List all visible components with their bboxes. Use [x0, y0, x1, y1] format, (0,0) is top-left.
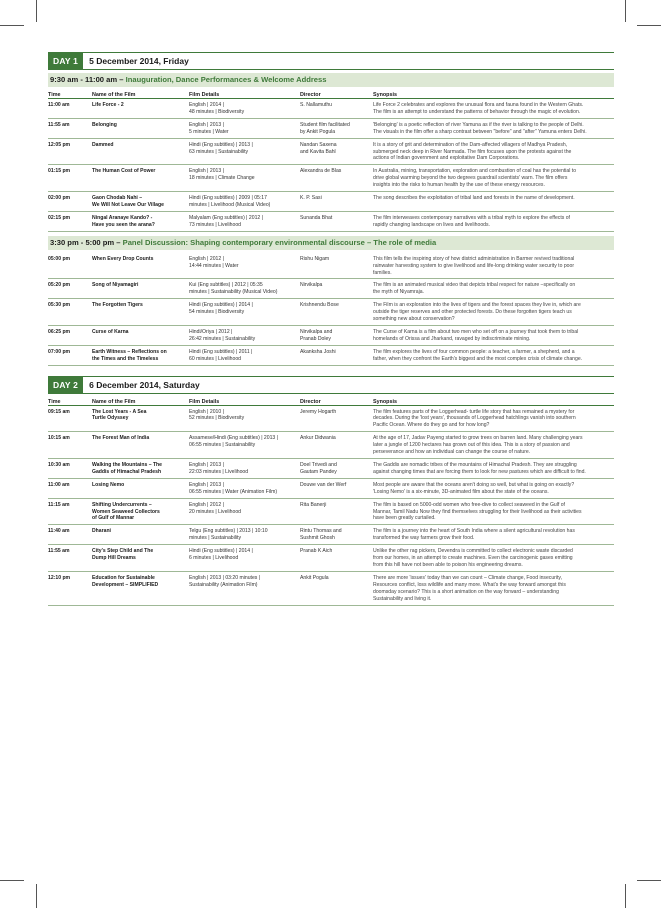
film-synopsis-line: drive global warming beyond the two degrees guardrail scientists' warn. The film offers [373, 175, 568, 182]
film-director-line: and Kavita Bahl [300, 148, 336, 155]
film-synopsis [373, 459, 614, 479]
table-row [48, 99, 614, 119]
film-name [92, 459, 189, 479]
day2-header [48, 376, 614, 394]
film-synopsis [373, 525, 614, 545]
film-name-line: Walking the Mountains – The [92, 462, 162, 468]
day1-date: 5 December 2014, Friday [89, 56, 189, 66]
film-name [92, 571, 189, 605]
col-director: Director [300, 394, 373, 406]
film-details [189, 545, 300, 572]
table-row [48, 478, 614, 498]
film-synopsis [373, 299, 614, 326]
film-name-line: The Human Cost of Power [92, 168, 156, 175]
table-row [48, 498, 614, 525]
film-time: 07:00 pm [48, 345, 92, 365]
table-row [48, 525, 614, 545]
film-synopsis-line: from this hill have not been able to poison his engineering dreams. [373, 561, 523, 568]
table-row [48, 571, 614, 605]
film-details [189, 325, 300, 345]
session-time: 3:30 pm - 5:00 pm [50, 237, 115, 247]
film-synopsis [373, 211, 614, 231]
film-time: 02:00 pm [48, 192, 92, 212]
film-name [92, 525, 189, 545]
session-title: Inauguration, Dance Performances & Welcome Address [125, 75, 327, 84]
film-details-line: minutes | Sustainability [189, 535, 242, 542]
film-synopsis-line: insights into the risks to human health by the use of these energy resources. [373, 182, 545, 189]
film-details-line: Hindi/Oriya | 2012 | [189, 328, 233, 335]
film-details-line: English | 2010 | [189, 408, 224, 415]
film-details [189, 432, 300, 459]
film-synopsis [373, 405, 614, 432]
film-director-line: Pranab Doley [300, 335, 331, 342]
session-title: Panel Discussion: Shaping contemporary environmental discourse – The role of media [122, 237, 437, 247]
film-time: 09:15 am [48, 405, 92, 432]
table-row [48, 405, 614, 432]
film-synopsis-line: The film is an attempt to understand the patterns of behavior through the magic of evolution. [373, 108, 581, 115]
film-details-line: minutes | Sustainability (Musical Video) [189, 289, 278, 296]
film-synopsis [373, 478, 614, 498]
film-time: 11:00 am [48, 478, 92, 498]
film-details [189, 498, 300, 525]
film-director [300, 545, 373, 572]
schedule-page [48, 52, 614, 606]
film-details-line: English | 2013 | 03:20 minutes | [189, 574, 261, 581]
film-synopsis-line: The Film is an exploration into the lives of tigers and the forest spaces they live in, which are [373, 302, 581, 309]
film-details [189, 478, 300, 498]
film-synopsis-line: against changing times that are forcing them to look for new pastures which are difficult to find. [373, 468, 586, 475]
film-details-line: Hindi (Eng subtitles) | 2013 | [189, 141, 253, 148]
film-name [92, 192, 189, 212]
film-details-line: English | 2013 | [189, 121, 224, 128]
film-name-line: Song of Niyamagiri [92, 282, 139, 289]
col-time: Time [48, 394, 92, 406]
film-director-line: Krishnendu Bose [300, 302, 339, 309]
film-name-line: Gaon Chodab Nahi – [92, 195, 143, 202]
film-director-line: Ankit Pogula [300, 574, 329, 581]
film-details [189, 571, 300, 605]
film-synopsis-line: Pacific Ocean. Where do they go and for how long? [373, 422, 490, 429]
film-director-line: Alexandra de Blas [300, 168, 342, 175]
crop-mark [36, 884, 37, 908]
table-row [48, 345, 614, 365]
film-director [300, 299, 373, 326]
film-name-line: Have you seen the arana? [92, 221, 155, 228]
table-row [48, 253, 614, 279]
table-row [48, 459, 614, 479]
film-details-line: 63 minutes | Sustainability [189, 148, 249, 155]
film-details-line: 06:55 minutes | Water (Animation Film) [189, 488, 278, 495]
film-details-line: 26:42 minutes | Sustainability [189, 335, 256, 342]
film-name-line: Earth Witness – Reflections on [92, 348, 167, 355]
film-director-line: Pranab K Aich [300, 548, 333, 555]
film-name [92, 118, 189, 138]
film-synopsis-line: The film explores the lives of four common people: a teacher, a farmer, a shepherd, and a [373, 348, 575, 355]
film-director [300, 459, 373, 479]
film-details-line: English | 2013 | [189, 168, 224, 175]
film-synopsis-line: 'Losing Nemo' is a six-minute, 3D-animated film about the state of the oceans. [373, 488, 549, 495]
film-name-line: Shifting Undercurrents – [92, 501, 152, 508]
film-director [300, 138, 373, 165]
film-director-line: Student film facilitated [300, 121, 350, 128]
film-details [189, 211, 300, 231]
film-details-line: 60 minutes | Livelihood [189, 355, 242, 362]
film-name-line: Curse of Karna [92, 328, 129, 335]
film-name-line: Dharani [92, 528, 111, 535]
film-synopsis-line: The Curse of Karna is a film about two men who set off on a journey that took them to tribal [373, 328, 579, 335]
film-time: 11:40 am [48, 525, 92, 545]
crop-mark [625, 884, 626, 908]
film-synopsis-line: have been greatly curtailed. [373, 515, 436, 522]
film-synopsis [373, 118, 614, 138]
film-synopsis [373, 571, 614, 605]
film-director [300, 405, 373, 432]
film-name-line: Development – SIMPLIFIED [92, 581, 159, 588]
film-synopsis-line: decades. During the 'lost years', thousands of Loggerhead hatchlings vanish into southern [373, 415, 576, 422]
table-row [48, 432, 614, 459]
film-time: 06:25 pm [48, 325, 92, 345]
film-synopsis-line: submerged neck deep in River Narmada. The film focuses upon the protests against the [373, 148, 572, 155]
film-synopsis [373, 165, 614, 192]
table-row [48, 165, 614, 192]
film-synopsis [373, 138, 614, 165]
film-synopsis-line: At the age of 17, Jadav Payeng started to grow trees on barren land. Many challenging years [373, 435, 583, 442]
film-details-line: Hindi (Eng subtitles) | 2014 | [189, 548, 253, 555]
film-name-line: Dammed [92, 141, 114, 148]
film-details-line: Sustainability (Animation Film) [189, 581, 258, 588]
film-time: 11:55 am [48, 118, 92, 138]
film-synopsis-line: In Australia, mining, transportation, exploration and combustion of coal has the potential to [373, 168, 577, 175]
film-time: 02:15 pm [48, 211, 92, 231]
film-details [189, 165, 300, 192]
film-synopsis-line: rainwater harvesting system to give livelihood and life-long drinking water security to poor [373, 262, 575, 269]
film-synopsis-line: later a jungle of 1200 hectares has grown out of this idea. This is a story of passion and [373, 442, 570, 449]
film-synopsis-line: Unlike the other rag pickers, Devendra is committed to collect electronic waste discarded [373, 548, 573, 555]
film-time: 11:00 am [48, 99, 92, 119]
film-synopsis-line: transformed the way farmers grow their food. [373, 535, 475, 542]
film-name-line: of Gulf of Mannar [92, 515, 135, 522]
film-director-line: Sunanda Bhat [300, 214, 333, 221]
film-name-line: We Will Not Leave Our Village [92, 201, 164, 208]
film-director [300, 571, 373, 605]
film-details-line: 14:44 minutes | Water [189, 262, 239, 269]
crop-mark [625, 0, 626, 22]
session-time: 9:30 am - 11:00 am [50, 75, 118, 84]
film-director [300, 345, 373, 365]
film-synopsis-line: The film is based on 5000-odd women who free-dive to collect seaweed in the Gulf of [373, 501, 565, 508]
film-details-line: English | 2012 | [189, 501, 224, 508]
table-row [48, 299, 614, 326]
film-synopsis-line: the myth of Niyamraja. [373, 289, 424, 296]
film-details-line: 54 minutes | Biodiversity [189, 309, 245, 316]
film-details-line: 06:55 minutes | Sustainability [189, 442, 256, 449]
film-synopsis-line: 'Belonging' is a poetic reflection of river Yamuna as if the river is talking to the people of Delhi. [373, 121, 584, 128]
table-row [48, 138, 614, 165]
film-time: 12:05 pm [48, 138, 92, 165]
film-synopsis [373, 498, 614, 525]
film-director-line: Rita Banerji [300, 501, 327, 508]
film-director-line: Ankur Didwania [300, 435, 336, 442]
col-synopsis: Synopsis [373, 394, 614, 406]
film-name [92, 253, 189, 279]
col-director: Director [300, 87, 373, 99]
film-director-line: Rishu Nigam [300, 255, 330, 262]
film-name-line: When Every Drop Counts [92, 255, 154, 262]
film-synopsis-line: The song describes the exploitation of tribal land and forests in the name of development. [373, 195, 575, 202]
film-name [92, 99, 189, 119]
col-details: Film Details [189, 87, 300, 99]
day1-table-a [48, 87, 614, 232]
film-name-line: City's Step Child and The [92, 548, 154, 555]
film-name [92, 279, 189, 299]
film-details [189, 345, 300, 365]
crop-mark [0, 25, 24, 26]
film-synopsis-line: Life Force 2 celebrates and explores the unusual flora and fauna found in the Western Ghats. [373, 102, 584, 108]
film-name-line: The Lost Years - A Sea [92, 408, 147, 415]
film-name [92, 478, 189, 498]
col-name: Name of the Film [92, 87, 189, 99]
film-synopsis-line: The film is an animated musical video that depicts tribal respect for nature –specifically on [373, 282, 576, 289]
film-name [92, 325, 189, 345]
film-director [300, 478, 373, 498]
film-details-line: 18 minutes | Climate Change [189, 175, 255, 182]
crop-mark [36, 0, 37, 22]
film-director-line: Rintu Thomas and [300, 528, 342, 535]
film-director-line: by Ankit Pogula [300, 128, 336, 135]
film-details [189, 459, 300, 479]
film-details-line: English | 2012 | [189, 255, 224, 262]
film-synopsis-line: The visuals in the film offer a sharp contrast between "before" and "after" Yamuna enters Delhi. [373, 128, 587, 135]
film-details-line: Hindi (Eng subtitles) | 2011 | [189, 348, 253, 355]
film-name [92, 165, 189, 192]
film-name-line: Life Force - 2 [92, 102, 124, 108]
film-details-line: Hindi (Eng subtitles) | 2009 | 05:17 [189, 195, 267, 202]
day1-session-1: 9:30 am - 11:00 am – Inauguration, Dance Performances & Welcome Address [48, 73, 614, 87]
film-details-line: 6 minutes | Livelihood [189, 555, 239, 562]
film-synopsis-line: This film tells the inspiring story of how district administration in Barmer revived traditional [373, 255, 575, 262]
col-name: Name of the Film [92, 394, 189, 406]
film-synopsis [373, 192, 614, 212]
film-director [300, 165, 373, 192]
film-director [300, 211, 373, 231]
film-synopsis-line: rapidly changing landscape on lives and livelihoods. [373, 221, 490, 228]
day2-date: 6 December 2014, Saturday [89, 379, 200, 390]
film-time: 12:10 pm [48, 571, 92, 605]
film-details-line: 5 minutes | Water [189, 128, 229, 135]
film-synopsis-line: from our homes, in an attempt to create machines. Even the carcinogenic gases emitting [373, 555, 573, 562]
film-synopsis [373, 432, 614, 459]
day1-table-b [48, 253, 614, 366]
film-director-line: Jeremy Hogarth [300, 408, 337, 415]
film-synopsis [373, 545, 614, 572]
col-time: Time [48, 87, 92, 99]
film-time: 11:55 am [48, 545, 92, 572]
film-details [189, 279, 300, 299]
film-name-line: Losing Nemo [92, 481, 125, 488]
film-details-line: 20 minutes | Livelihood [189, 508, 242, 515]
film-director [300, 192, 373, 212]
film-details-line: Kui (Eng subtitles) | 2012 | 05:35 [189, 282, 263, 289]
film-synopsis-line: outside the tiger reserves and other protected forests. Do these forgotten tigers teach us [373, 309, 572, 316]
film-synopsis-line: Sustainability and living it. [373, 595, 432, 602]
film-director-line: K. P. Sasi [300, 195, 322, 202]
film-synopsis [373, 325, 614, 345]
film-synopsis [373, 253, 614, 279]
film-time: 01:15 pm [48, 165, 92, 192]
film-director [300, 279, 373, 299]
film-details-line: 22:03 minutes | Livelihood [189, 468, 249, 475]
film-synopsis-line: There are more 'issues' today than we can count – Climate change, Food insecurity, [373, 574, 563, 581]
film-name [92, 299, 189, 326]
day1-label: DAY 1 [48, 53, 83, 69]
film-details-line: Assamese/Hindi (Eng subtitles) | 2013 | [189, 435, 278, 442]
film-details [189, 99, 300, 119]
film-synopsis [373, 279, 614, 299]
film-synopsis-line: families. [373, 269, 392, 276]
film-time: 10:15 am [48, 432, 92, 459]
film-synopsis-line: actions of Indian government and exploitative Dam Corporations. [373, 155, 520, 162]
film-name [92, 405, 189, 432]
film-details-line: minutes | Livelihood (Musical Video) [189, 201, 271, 208]
film-synopsis-line: doomsday scenario? This is a short animation on the way forward – understanding [373, 588, 559, 595]
film-synopsis-line: something new about conservation? [373, 316, 455, 323]
table-row [48, 118, 614, 138]
film-synopsis-line: The film is a journey into the heart of South India where a silent agricultural revolution has [373, 528, 575, 535]
film-name-line: The Forgotten Tigers [92, 302, 143, 309]
table-row [48, 211, 614, 231]
film-director [300, 498, 373, 525]
film-synopsis-line: father, when they confront the Earth's biggest and the most complex crisis of climate change. [373, 355, 583, 362]
film-director [300, 99, 373, 119]
film-time: 11:15 am [48, 498, 92, 525]
film-name-line: Education for Sustainable [92, 574, 155, 581]
film-details [189, 118, 300, 138]
film-name-line: Ningal Aranaye Kando? - [92, 214, 153, 221]
film-synopsis-line: Most people are aware that the oceans aren't doing so well, but what is going on exactly? [373, 481, 575, 488]
film-director-line: Doel Trivedi and [300, 462, 337, 468]
col-details: Film Details [189, 394, 300, 406]
film-synopsis-line: It is a story of grit and determination of the Dam-affected villagers of Madhya Pradesh, [373, 141, 568, 148]
film-director-line: S. Nallamuthu [300, 102, 332, 108]
film-details [189, 299, 300, 326]
film-director [300, 253, 373, 279]
crop-mark [637, 25, 661, 26]
film-details [189, 253, 300, 279]
crop-mark [0, 880, 24, 881]
film-synopsis-line: The Gaddis are nomadic tribes of the mountains of Himachal Pradesh. They are struggling [373, 462, 577, 468]
film-director-line: Gautam Pandey [300, 468, 337, 475]
film-name [92, 432, 189, 459]
film-details-line: 73 minutes | Livelihood [189, 221, 242, 228]
film-director-line: Sushmit Ghosh [300, 535, 335, 542]
film-name [92, 211, 189, 231]
film-synopsis-line: The film features parts of the Loggerhead- turtle life story that has remained a mystery for [373, 408, 575, 415]
film-time: 05:20 pm [48, 279, 92, 299]
day1-session-2: 3:30 pm - 5:00 pm – Panel Discussion: Shaping contemporary environmental discourse – The role of media [48, 236, 614, 250]
table-row [48, 325, 614, 345]
film-name-line: Turtle Odyssey [92, 415, 129, 422]
film-director-line: Nirvikalpa and [300, 328, 333, 335]
col-synopsis: Synopsis [373, 87, 614, 99]
table-row [48, 192, 614, 212]
film-details [189, 525, 300, 545]
film-director-line: Nirvikalpa [300, 282, 323, 289]
day2-label: DAY 2 [48, 377, 83, 393]
table-row [48, 279, 614, 299]
film-name [92, 345, 189, 365]
day1-header [48, 52, 614, 70]
film-synopsis [373, 345, 614, 365]
film-details-line: English | 2013 | [189, 462, 224, 468]
film-details-line: 48 minutes | Biodiversity [189, 108, 245, 115]
film-synopsis [373, 99, 614, 119]
film-details-line: English | 2013 | [189, 481, 224, 488]
film-details-line: 52 minutes | Biodiversity [189, 415, 245, 422]
film-synopsis-line: homelands of Orissa and Jharkand, ravaged by indiscriminate mining. [373, 335, 531, 342]
film-director [300, 325, 373, 345]
film-director [300, 432, 373, 459]
film-details-line: Telgu (Eng subtitles) | 2013 | 10:10 [189, 528, 268, 535]
film-details [189, 192, 300, 212]
film-name-line: The Forest Man of India [92, 435, 150, 442]
film-name [92, 545, 189, 572]
film-synopsis-line: perseverance and how an individual can change the course of nature. [373, 449, 531, 456]
film-director [300, 525, 373, 545]
day2-table [48, 394, 614, 606]
film-name [92, 498, 189, 525]
film-name-line: the Times and the Timeless [92, 355, 159, 362]
film-details-line: Malyalam (Eng subtitles) | 2012 | [189, 214, 263, 221]
film-details-line: Hindi (Eng subtitles) | 2014 | [189, 302, 253, 309]
film-synopsis-line: The film interweaves contemporary narratives with a tribal myth to explore the effects of [373, 214, 570, 221]
film-synopsis-line: Mannar, Tamil Nadu Now they find themselves struggling for their livelihood as their activities [373, 508, 582, 515]
film-director [300, 118, 373, 138]
film-synopsis-line: Resources conflict, loss wildlife and many more. What's the way forward amongst this [373, 581, 566, 588]
film-director-line: Douwe van der Werf [300, 481, 347, 488]
film-name-line: Gaddis of Himachal Pradesh [92, 468, 162, 475]
film-name [92, 138, 189, 165]
film-name-line: Dump Hill Dreams [92, 555, 136, 562]
film-time: 05:30 pm [48, 299, 92, 326]
table-row [48, 545, 614, 572]
film-details [189, 138, 300, 165]
film-time: 05:00 pm [48, 253, 92, 279]
film-name-line: Belonging [92, 121, 117, 128]
film-director-line: Akanksha Joshi [300, 348, 336, 355]
film-name-line: Women Seaweed Collectors [92, 508, 160, 515]
film-details-line: English | 2014 | [189, 102, 224, 108]
film-details [189, 405, 300, 432]
film-director-line: Nandan Saxena [300, 141, 337, 148]
film-time: 10:30 am [48, 459, 92, 479]
crop-mark [637, 880, 661, 881]
